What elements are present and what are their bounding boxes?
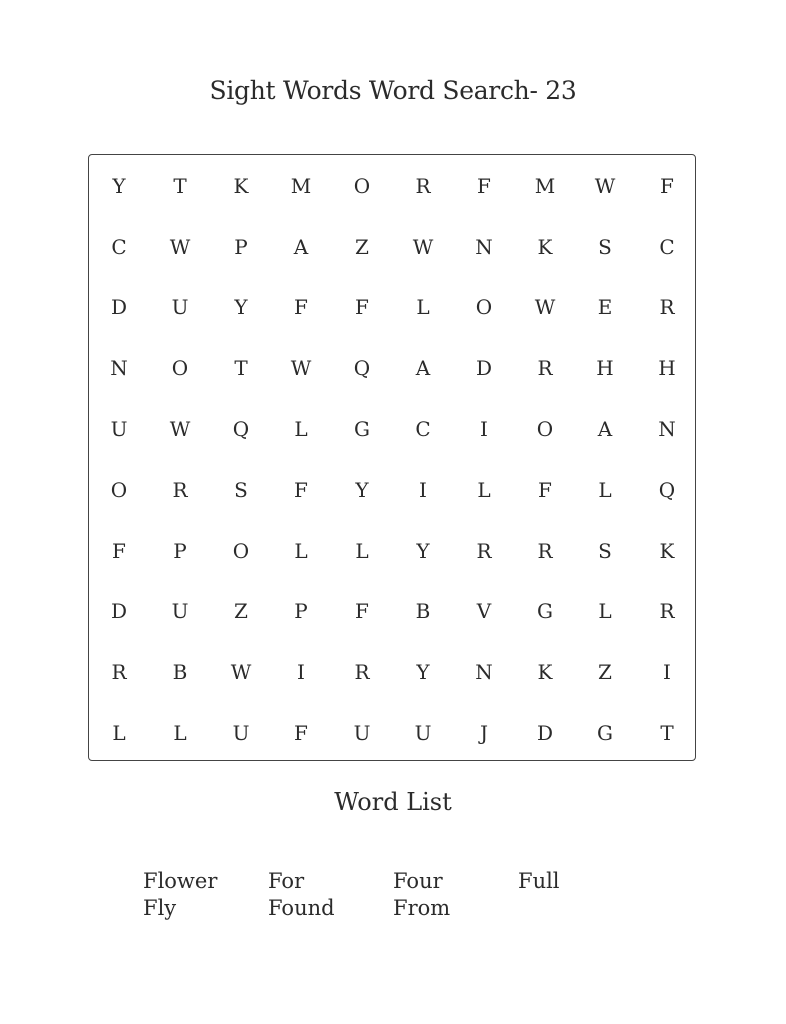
grid-cell: F (660, 174, 674, 198)
grid-cell: O (353, 174, 371, 198)
grid-cell: R (659, 295, 675, 319)
grid-cell: R (172, 478, 188, 502)
grid-cell: U (171, 599, 189, 623)
word-list-item: Found (268, 896, 335, 920)
grid-cell: I (663, 660, 671, 684)
grid-cell: W (169, 417, 191, 441)
grid-row (89, 596, 695, 626)
grid-cell: U (171, 295, 189, 319)
word-list-item: For (268, 869, 305, 893)
grid-cell: N (475, 235, 493, 259)
grid-cell: F (355, 599, 369, 623)
grid-cell: N (110, 356, 128, 380)
grid-cell: S (598, 539, 612, 563)
grid-cell: Y (112, 174, 126, 198)
grid-cell: O (171, 356, 189, 380)
grid-cell: D (110, 599, 128, 623)
grid-cell: N (658, 417, 676, 441)
word-list-item: Full (518, 869, 560, 893)
grid-cell: I (480, 417, 488, 441)
grid-cell: H (596, 356, 614, 380)
grid-cell: O (110, 478, 128, 502)
grid-cell: A (597, 417, 613, 441)
grid-cell: L (416, 295, 430, 319)
grid-cell: L (477, 478, 491, 502)
grid-cell: Y (234, 295, 248, 319)
grid-cell: L (294, 417, 308, 441)
grid-cell: O (536, 417, 554, 441)
grid-cell: D (475, 356, 493, 380)
grid-cell: B (172, 660, 188, 684)
grid-cell: R (537, 356, 553, 380)
grid-cell: W (290, 356, 312, 380)
grid-cell: J (479, 721, 489, 745)
grid-cell: H (658, 356, 676, 380)
grid-cell: V (476, 599, 492, 623)
grid-cell: Y (355, 478, 369, 502)
grid-cell: L (294, 539, 308, 563)
grid-cell: G (354, 417, 370, 441)
grid-cell: R (659, 599, 675, 623)
grid-cell: K (659, 539, 675, 563)
grid-cell: R (111, 660, 127, 684)
grid-cell: L (598, 478, 612, 502)
grid-cell: Y (416, 539, 430, 563)
word-list-item: From (393, 896, 451, 920)
grid-cell: E (597, 295, 613, 319)
grid-cell: K (537, 235, 553, 259)
word-list-item: Flower (143, 869, 218, 893)
grid-cell: O (475, 295, 493, 319)
grid-cell: U (232, 721, 250, 745)
grid-cell: C (111, 235, 127, 259)
grid-row (89, 718, 695, 748)
grid-cell: N (475, 660, 493, 684)
grid-cell: R (415, 174, 431, 198)
grid-cell: D (110, 295, 128, 319)
grid-cell: F (355, 295, 369, 319)
grid-cell: Q (353, 356, 371, 380)
grid-cell: F (112, 539, 126, 563)
grid-cell: T (173, 174, 187, 198)
grid-cell: R (354, 660, 370, 684)
grid-row (89, 171, 695, 201)
page-title: Sight Words Word Search- 23 (209, 76, 577, 105)
grid-cell: P (294, 599, 308, 623)
grid-row (89, 232, 695, 262)
grid-cell: M (290, 174, 312, 198)
grid-cell: O (232, 539, 250, 563)
grid-cell: T (234, 356, 248, 380)
grid-cell: C (415, 417, 431, 441)
grid-cell: Z (234, 599, 248, 623)
word-search-grid (88, 154, 696, 761)
grid-cell: L (598, 599, 612, 623)
grid-cell: Z (355, 235, 369, 259)
word-list-title: Word List (334, 788, 452, 816)
grid-cell: I (419, 478, 427, 502)
grid-cell: F (477, 174, 491, 198)
grid-row (89, 475, 695, 505)
grid-cell: U (110, 417, 128, 441)
grid-row (89, 414, 695, 444)
grid-cell: W (230, 660, 252, 684)
grid-cell: W (594, 174, 616, 198)
grid-row (89, 536, 695, 566)
grid-cell: B (415, 599, 431, 623)
grid-row (89, 657, 695, 687)
grid-cell: M (534, 174, 556, 198)
grid-cell: P (173, 539, 187, 563)
grid-cell: L (112, 721, 126, 745)
grid-cell: S (234, 478, 248, 502)
grid-cell: L (173, 721, 187, 745)
grid-cell: A (293, 235, 309, 259)
grid-cell: G (597, 721, 613, 745)
grid-cell: D (536, 721, 554, 745)
word-list-item: Four (393, 869, 443, 893)
grid-cell: Y (416, 660, 430, 684)
grid-cell: F (294, 721, 308, 745)
grid-cell: P (234, 235, 248, 259)
grid-cell: F (538, 478, 552, 502)
grid-cell: F (294, 295, 308, 319)
grid-cell: Q (232, 417, 250, 441)
grid-cell: R (476, 539, 492, 563)
grid-cell: K (537, 660, 553, 684)
grid-cell: F (294, 478, 308, 502)
grid-cell: U (353, 721, 371, 745)
grid-cell: G (537, 599, 553, 623)
grid-row (89, 353, 695, 383)
grid-cell: Z (598, 660, 612, 684)
grid-cell: L (355, 539, 369, 563)
grid-row (89, 292, 695, 322)
grid-cell: T (660, 721, 674, 745)
grid-cell: A (415, 356, 431, 380)
grid-cell: U (414, 721, 432, 745)
grid-cell: Q (658, 478, 676, 502)
grid-cell: K (233, 174, 249, 198)
grid-cell: W (534, 295, 556, 319)
grid-cell: I (297, 660, 305, 684)
grid-cell: W (169, 235, 191, 259)
grid-cell: S (598, 235, 612, 259)
grid-cell: C (659, 235, 675, 259)
word-list-item: Fly (143, 896, 177, 920)
grid-cell: R (537, 539, 553, 563)
grid-cell: W (412, 235, 434, 259)
